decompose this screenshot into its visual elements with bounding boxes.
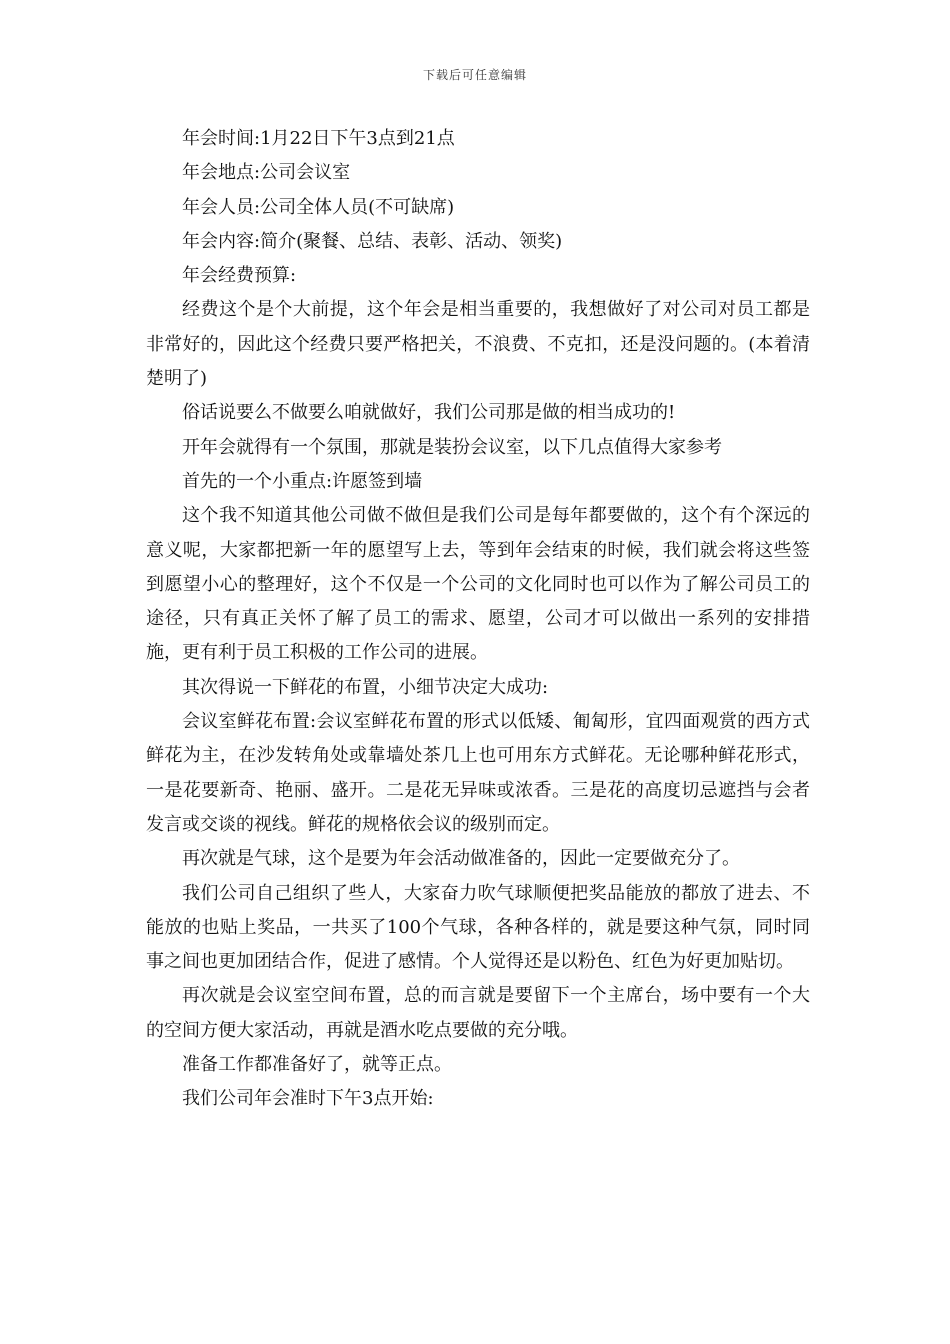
paragraph-wish-wall-detail: 这个我不知道其他公司做不做但是我们公司是每年都要做的，这个有个深远的意义呢，大家都把新一年的愿望写上去，等到年会结束的时候，我们就会将这些签到愿望小心的整理好，这个不仅是一个公司的文化同时也可以作为了解公司员工的途径，只有真正关怀了解了员工的需求、愿望，公司才可以做出一系列的安排措施，更有利于员工积极的工作公司的进展。: [146, 505, 810, 664]
paragraph-decoration-intro: 开年会就得有一个氛围，那就是装扮会议室，以下几点值得大家参考: [182, 436, 722, 458]
paragraph-balloons-detail: 我们公司自己组织了些人，大家奋力吹气球顺便把奖品能放的都放了进去、不能放的也贴上奖品，一共买了100个气球，各种各样的，就是要这种气氛，同时同事之间也更加团结合作，促进了感情。个人觉得还是以粉色、红色为好更加贴切。: [146, 882, 810, 973]
paragraph-space-layout: 再次就是会议室空间布置，总的而言就是要留下一个主席台，场中要有一个大的空间方便大家活动，再就是酒水吃点要做的充分哦。: [146, 985, 810, 1041]
paragraph-flowers-heading: 其次得说一下鲜花的布置，小细节决定大成功:: [182, 676, 549, 698]
paragraph-ready: 准备工作都准备好了，就等正点。: [182, 1054, 452, 1076]
paragraph-balloons-heading: 再次就是气球，这个是要为年会活动做准备的，因此一定要做充分了。: [182, 848, 740, 870]
paragraph-flowers-detail: 会议室鲜花布置:会议室鲜花布置的形式以低矮、匍匐形，宜四面观赏的西方式鲜花为主，在沙发转角处或靠墙处茶几上也可用东方式鲜花。无论哪种鲜花形式，一是花要新奇、艳丽、盛开。二是花无异味或浓香。三是花的高度切忌遮挡与会者发言或交谈的视线。鲜花的规格依会议的级别而定。: [146, 711, 810, 835]
paragraph-meeting-attendees: 年会人员:公司全体人员(不可缺席): [182, 196, 455, 218]
paragraph-meeting-time: 年会时间:1月22日下午3点到21点: [182, 128, 455, 149]
page-header-note: 下载后可任意编辑: [422, 68, 527, 82]
paragraph-wish-wall-heading: 首先的一个小重点:许愿签到墙: [182, 470, 423, 492]
paragraph-budget-heading: 年会经费预算:: [182, 265, 297, 287]
paragraph-meeting-content: 年会内容:简介(聚餐、总结、表彰、活动、领奖): [182, 230, 563, 252]
document-body: [146, 122, 810, 1117]
paragraph-meeting-location: 年会地点:公司会议室: [182, 162, 351, 184]
paragraph-budget-detail: 经费这个是个大前提，这个年会是相当重要的，我想做好了对公司对员工都是非常好的，因此这个经费只要严格把关，不浪费、不克扣，还是没问题的。(本着清楚明了): [146, 299, 810, 390]
paragraph-start: 我们公司年会准时下午3点开始:: [182, 1088, 434, 1110]
paragraph-saying: 俗话说要么不做要么咱就做好，我们公司那是做的相当成功的!: [182, 402, 676, 424]
